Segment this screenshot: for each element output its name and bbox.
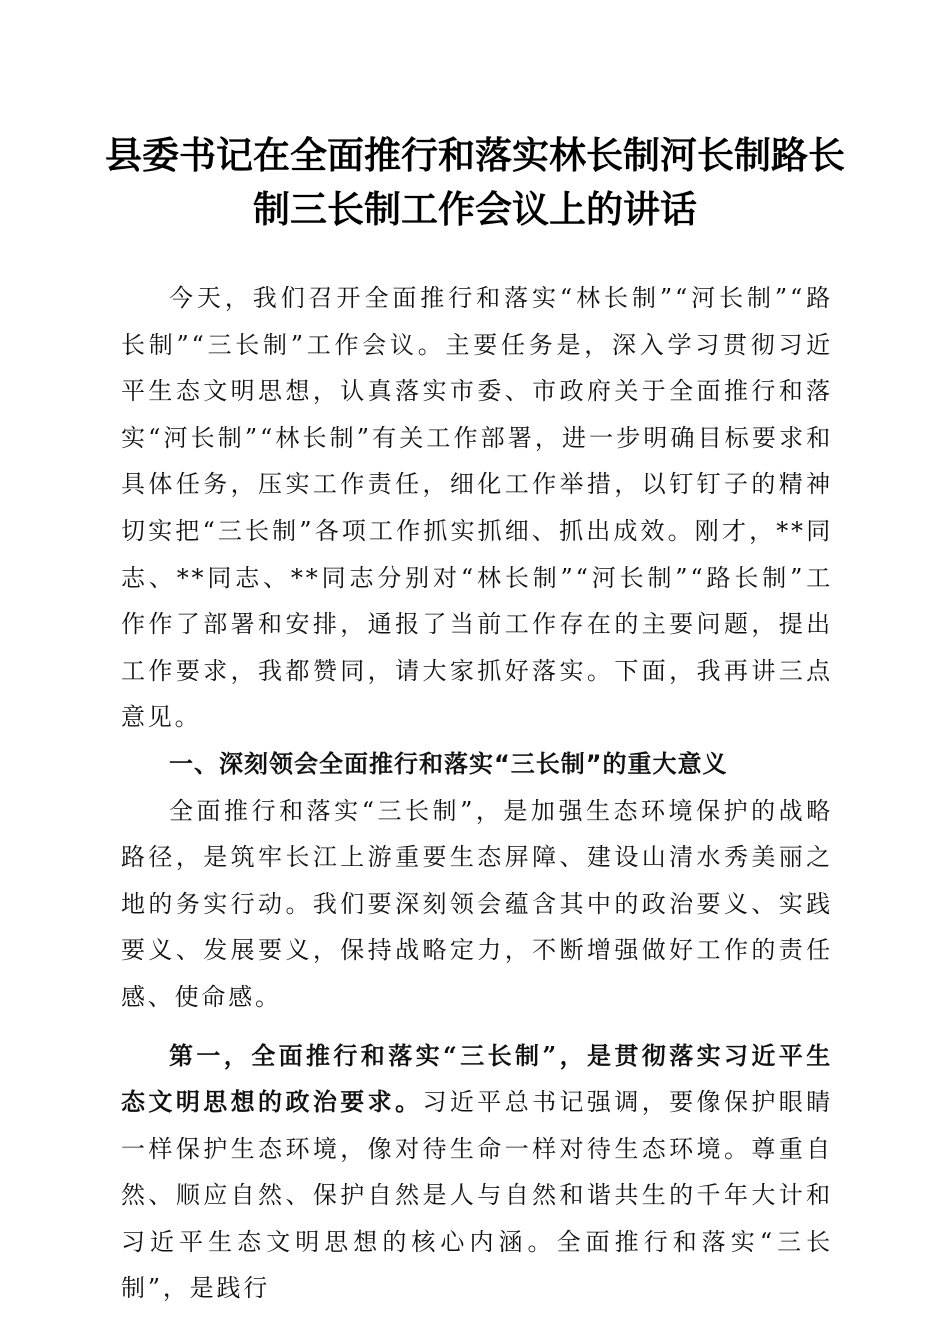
page-title — [100, 128, 850, 236]
section-heading-1: 一、深刻领会全面推行和落实“三长制”的重大意义 — [169, 749, 728, 778]
first-point-text: 习近平总书记强调，要像保护眼睛一样保护生态环境，像对待生命一样对待生态环境。尊重自然、顺应自然、保护自然是人与自然和谐共生的千年大计和习近平生态文明思想的核心内涵。全面推行和落实“三长制”，是践行 — [121, 1088, 833, 1303]
document-body — [121, 275, 833, 1312]
paragraph-significance: 全面推行和落实“三长制”，是加强生态环境保护的战略路径，是筑牢长江上游重要生态屏障、建设山清水秀美丽之地的务实行动。我们要深刻领会蕴含其中的政治要义、实践要义、发展要义，保持战略定力，不断增强做好工作的责任感、使命感。 — [121, 796, 833, 1011]
paragraph-first-point — [121, 1033, 833, 1313]
first-point-lead: 第一，全面推行和落实“三长制”，是贯彻落实习近平生态文明思想的政治要求。 — [121, 1040, 833, 1117]
title-line-2: 制三长制工作会议上的讲话 — [253, 187, 697, 231]
paragraph-opening: 今天，我们召开全面推行和落实“林长制”“河长制”“路长制”“三长制”工作会议。主要任务是，深入学习贯彻习近平生态文明思想，认真落实市委、市政府关于全面推行和落实“河长制”“林长制”有关工作部署，进一步明确目标要求和具体任务，压实工作责任，细化工作举措，以钉钉子的精神切实把“三长制”各项工作抓实抓细、抓出成效。刚才，**同志、**同志、**同志分别对“林长制”“河长制”“路长制”工作作了部署和安排，通报了当前工作存在的主要问题，提出工作要求，我都赞同，请大家抓好落实。下面，我再讲三点意见。 — [121, 284, 833, 732]
title-line-1: 县委书记在全面推行和落实林长制河长制路长 — [105, 133, 845, 177]
